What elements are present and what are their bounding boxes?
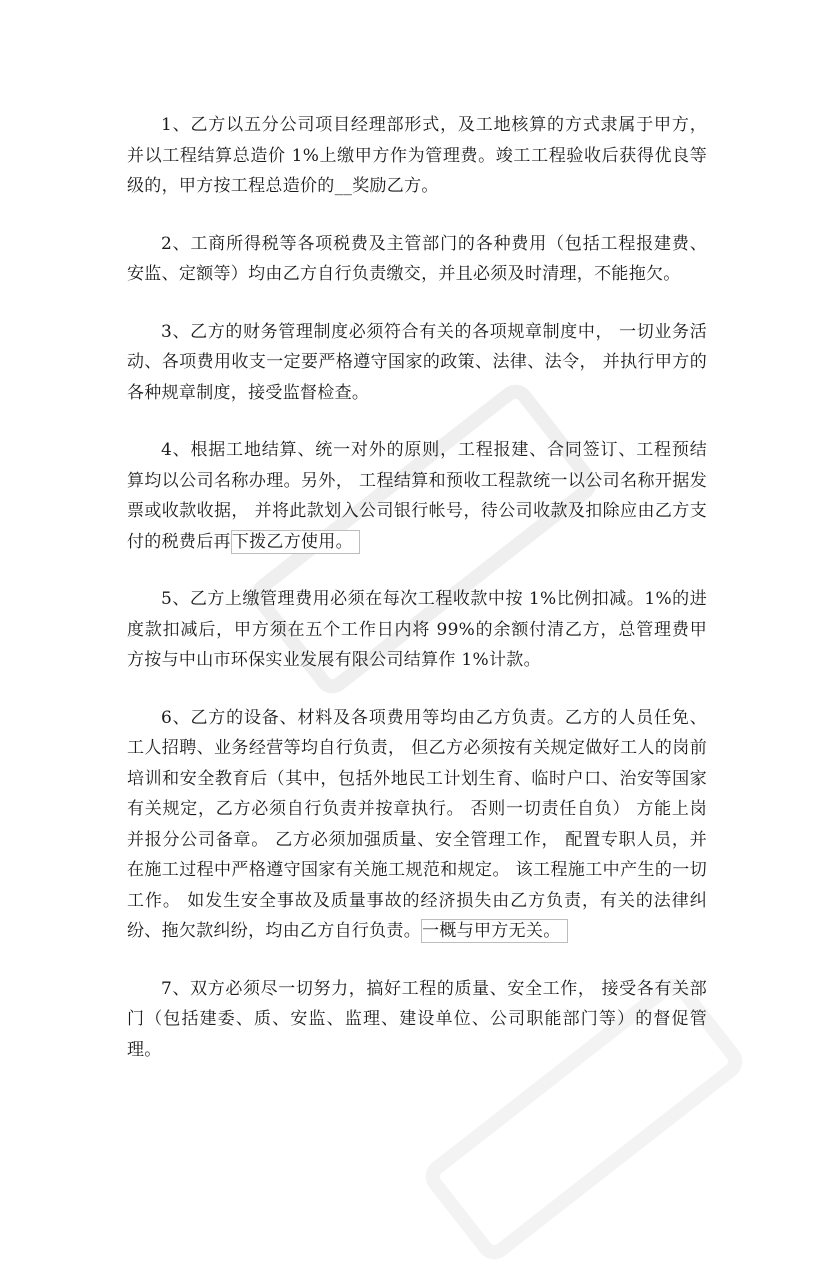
clause-3-text: 3、乙方的财务管理制度必须符合有关的各项规章制度中， 一切业务活动、各项费用收支一定要严格遵守国家的政策、法律、法令， 并执行甲方的各种规章制度，接受监督检查。 [127, 321, 707, 403]
clause-2-text: 2、工商所得税等各项税费及主管部门的各种费用（包括工程报建费、安监、定额等）均由乙方自行负责缴交，并且必须及时清理，不能拖欠。 [127, 233, 707, 284]
clause-5-text: 5、乙方上缴管理费用必须在每次工程收款中按 1%比例扣减。1%的进度款扣减后，甲方须在五个工作日内将 99%的余额付清乙方，总管理费甲方按与中山市环保实业发展有限公司结算作 1%计款。 [127, 589, 707, 670]
clause-7 [127, 974, 707, 1066]
clause-4 [127, 435, 707, 557]
clause-1 [127, 110, 707, 202]
contract-clauses [127, 110, 707, 1092]
clause-6-boxed-tail: 一概与甲方无关。 [421, 919, 567, 943]
clause-3 [127, 317, 707, 409]
clause-7-text: 7、双方必须尽一切努力，搞好工程的质量、安全工作， 接受各有关部门（包括建委、质、安监、监理、建设单位、公司职能部门等）的督促管理。 [127, 978, 707, 1060]
clause-4-boxed-tail: 下拨乙方使用。 [231, 530, 360, 554]
clause-1-text: 1、乙方以五分公司项目经理部形式，及工地核算的方式隶属于甲方，并以工程结算总造价 1%上缴甲方作为管理费。竣工工程验收后获得优良等级的，甲方按工程总造价的__奖励乙方。 [127, 115, 707, 196]
clause-2 [127, 229, 707, 290]
clause-6-text: 6、乙方的设备、材料及各项费用等均由乙方负责。乙方的人员任免、工人招聘、业务经营等均自行负责， 但乙方必须按有关规定做好工人的岗前培训和安全教育后（其中，包括外地民工计划生育、临时户口、治安等国家有关规定，乙方必须自行负责并按章执行。 否则一切责任自负） 方能上岗并报分公司备章。 乙方必须加强质量、安全管理工作， 配置专职人员，并在施工过程中严格遵守国家有关施工规范和规定。 该工程施工中产生的一切工作。 如发生安全事故及质量事故的经济损失由乙方负责，有关的法律纠纷、拖欠款纠纷，均由乙方自行负责。 [127, 707, 707, 941]
clause-4-text: 4、根据工地结算、统一对外的原则，工程报建、合同签订、工程预结算均以公司名称办理。另外， 工程结算和预收工程款统一以公司名称开据发票或收款收据， 并将此款划入公司银行帐号，待公司收款及扣除应由乙方支付的税费后再 [127, 440, 707, 552]
clause-5 [127, 584, 707, 676]
clause-6 [127, 703, 707, 947]
